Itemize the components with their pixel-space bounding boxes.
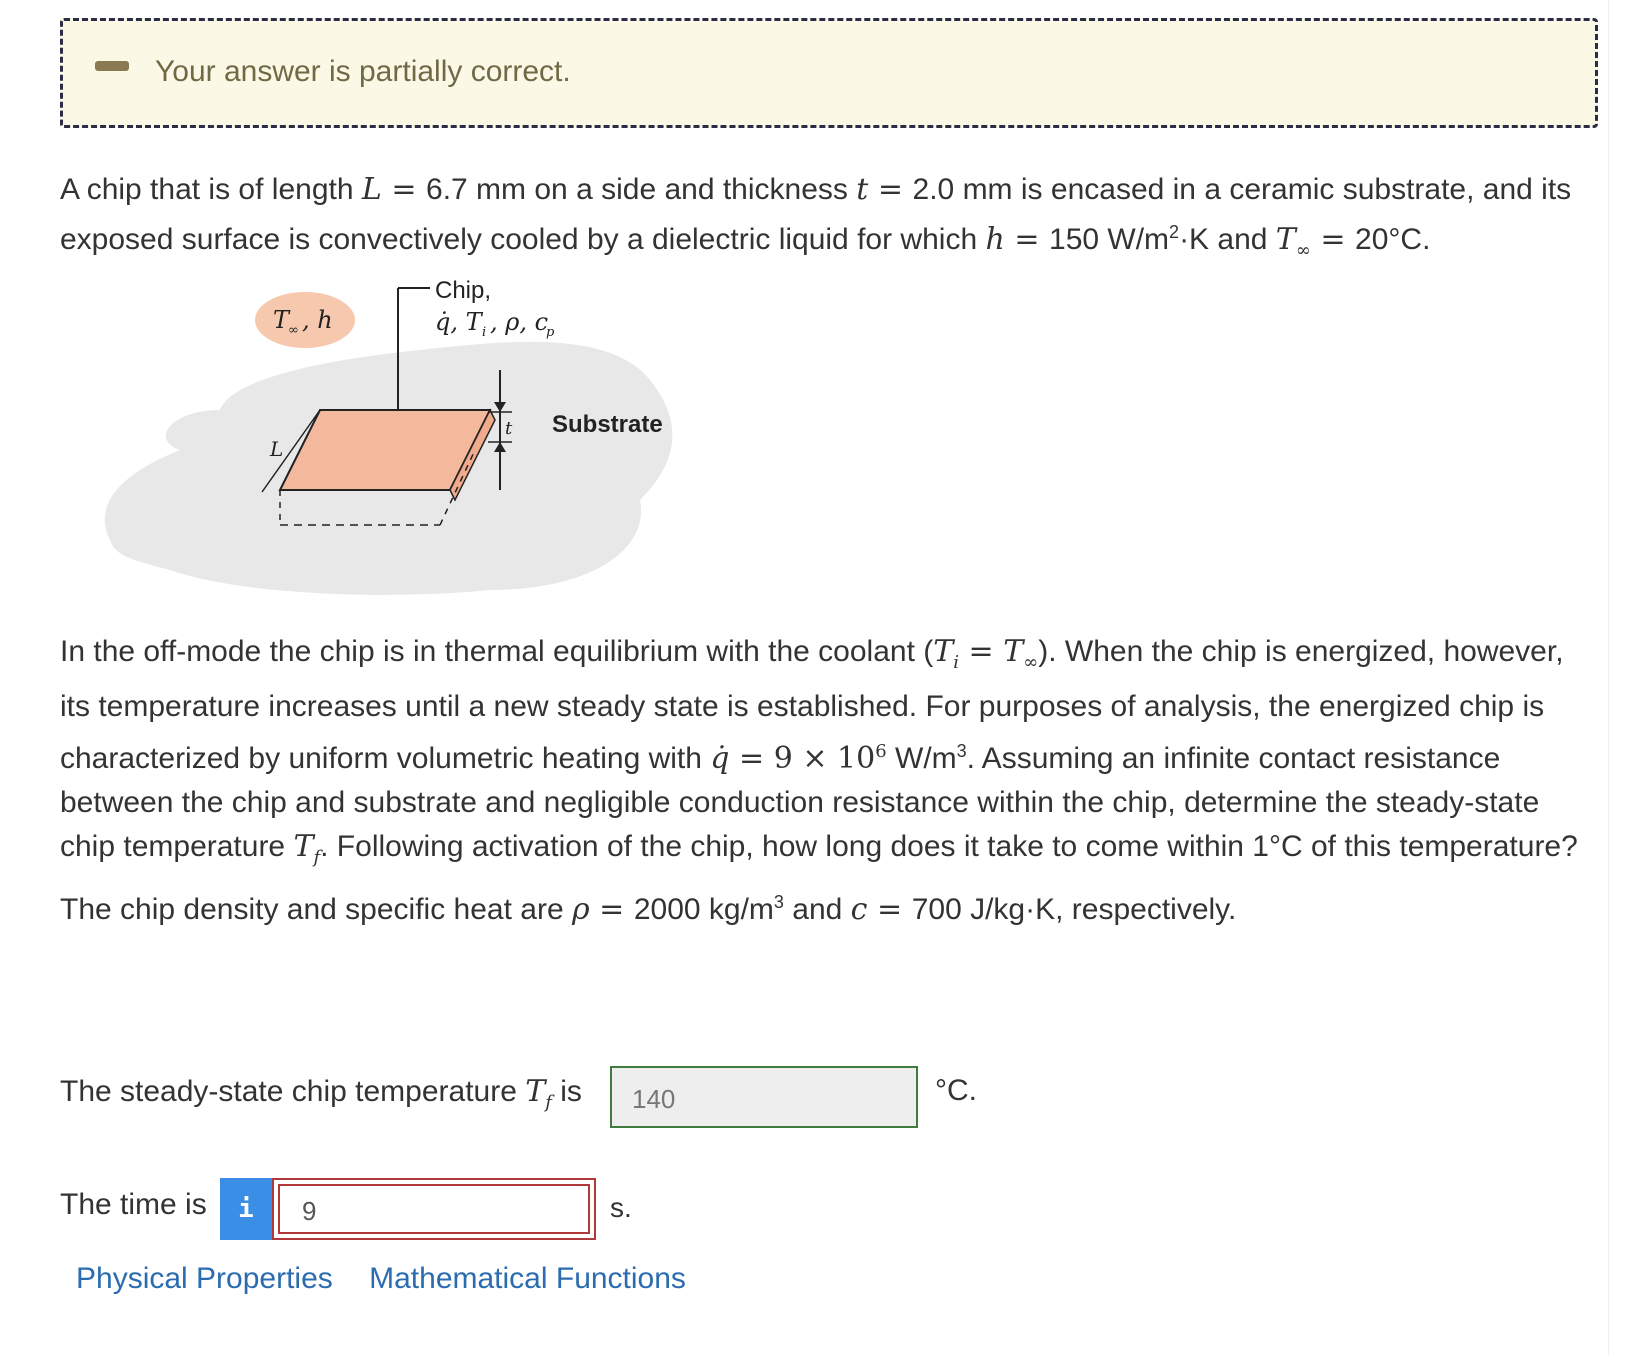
env-label-T: T (273, 306, 290, 334)
chip-props-sub-2: p (546, 325, 555, 340)
steady-state-prompt-is: is (551, 1075, 582, 1108)
p1-sym-T: T (1275, 222, 1296, 257)
p1-h-unit: ·K and (1179, 223, 1276, 256)
partial-minus-icon (95, 61, 129, 71)
p1-sym-h: h (985, 222, 1005, 257)
p2-sym-Tf: T (293, 829, 314, 864)
chip-diagram (90, 270, 690, 600)
thickness-label: t (505, 418, 513, 439)
left-margin (0, 0, 30, 1356)
problem-paragraph-1 (60, 168, 1600, 272)
p2-sym-Tinf-sub: ∞ (1023, 652, 1039, 673)
steady-state-unit: °C. (935, 1074, 977, 1107)
chip-label: Chip, (435, 277, 492, 304)
p2-sym-Ti-sub: i (953, 652, 960, 673)
p1-h-value: 150 W/m (1049, 223, 1170, 256)
chip-props-label: q̇, T (435, 308, 482, 336)
p2-q-exp: 6 (875, 741, 887, 762)
p2-text-b: ). When the chip is energized, however, its temperature increases until a new steady state is established. For purposes of analysis, the energized chip is characterized by uniform volumetric heating with (60, 635, 1564, 775)
p2-q-value: 9 × 10 (773, 741, 876, 776)
p2-sym-q: q̇ (710, 741, 730, 776)
p1-L-value: 6.7 mm on a side and thickness (426, 173, 857, 206)
question-page (30, 0, 1608, 1356)
right-margin (1608, 0, 1638, 1356)
env-label-h: , h (302, 306, 333, 334)
time-prompt: The time is (60, 1188, 207, 1221)
steady-state-prompt (60, 1074, 582, 1113)
p2-eq4: = (867, 892, 912, 927)
p2-text-c: . Assuming an infinite contact resistance between the chip and substrate and negligible conduction resistance within the chip, determine the steady-state chip temperature (60, 742, 1540, 863)
p2-rho-value: 2000 kg/m (633, 893, 774, 926)
problem-paragraph-2 (60, 630, 1600, 932)
time-unit: s. (610, 1192, 632, 1223)
p2-text-d: . Following activation of the chip, how long does it take to come within 1°C of this temperature? The chip density and specific heat are (60, 830, 1578, 926)
feedback-banner (60, 18, 1598, 128)
chip-props-sub: i (482, 325, 487, 340)
p2-eq3: = (589, 892, 634, 927)
p1-eq4: = (1310, 222, 1356, 257)
mathematical-functions-link[interactable]: Mathematical Functions (369, 1262, 686, 1295)
chip-substrate-figure (90, 270, 690, 600)
chip-props-label-2: , ρ, c (490, 308, 549, 336)
p2-q-unit-exp: 3 (956, 741, 967, 761)
time-input[interactable]: 9 (278, 1184, 590, 1234)
p1-T-value: 20°C. (1355, 223, 1431, 256)
p1-text-a: A chip that is of length (60, 173, 362, 206)
p1-h-exp: 2 (1169, 222, 1180, 242)
p2-sym-Tf-sub: f (313, 847, 321, 868)
p1-sym-t: t (856, 172, 869, 207)
info-icon-button[interactable]: i (220, 1178, 272, 1240)
p2-eq1: = (959, 634, 1004, 669)
steady-state-prompt-text: The steady-state chip temperature (60, 1075, 526, 1108)
p1-sym-T-sub: ∞ (1295, 240, 1311, 261)
env-label-sub: ∞ (288, 323, 299, 338)
p2-text-a: In the off-mode the chip is in thermal equilibrium with the coolant ( (60, 635, 934, 668)
p2-rho-exp: 3 (773, 892, 784, 912)
feedback-message: Your answer is partially correct. (155, 55, 571, 88)
p2-sym-rho: ρ (571, 892, 590, 927)
p2-text-e: and (783, 893, 851, 926)
p1-t-value: 2.0 mm is encased in a ceramic substrate, and its exposed surface is convectively cooled by a dielectric liquid for which (60, 173, 1572, 256)
p1-eq2: = (868, 172, 913, 207)
resource-links (76, 1262, 714, 1296)
steady-state-prompt-sub: f (545, 1092, 552, 1113)
p2-sym-Ti: T (933, 634, 954, 669)
p2-sym-Tinf: T (1003, 634, 1024, 669)
p1-eq1: = (381, 172, 427, 207)
physical-properties-link[interactable]: Physical Properties (76, 1262, 333, 1295)
p2-eq2: = (729, 741, 774, 776)
steady-state-temperature-input[interactable]: 140 (610, 1066, 918, 1128)
p1-sym-L: L (361, 172, 382, 207)
substrate-label: Substrate (552, 411, 663, 438)
length-label: L (270, 437, 284, 461)
p2-q-unit: W/m (886, 742, 957, 775)
time-input-wrapper[interactable] (272, 1178, 596, 1240)
p1-eq3: = (1004, 222, 1050, 257)
steady-state-prompt-T: T (525, 1074, 546, 1109)
p2-c-value: 700 J/kg·K, respectively. (911, 893, 1237, 926)
p2-sym-c: c (850, 892, 868, 927)
